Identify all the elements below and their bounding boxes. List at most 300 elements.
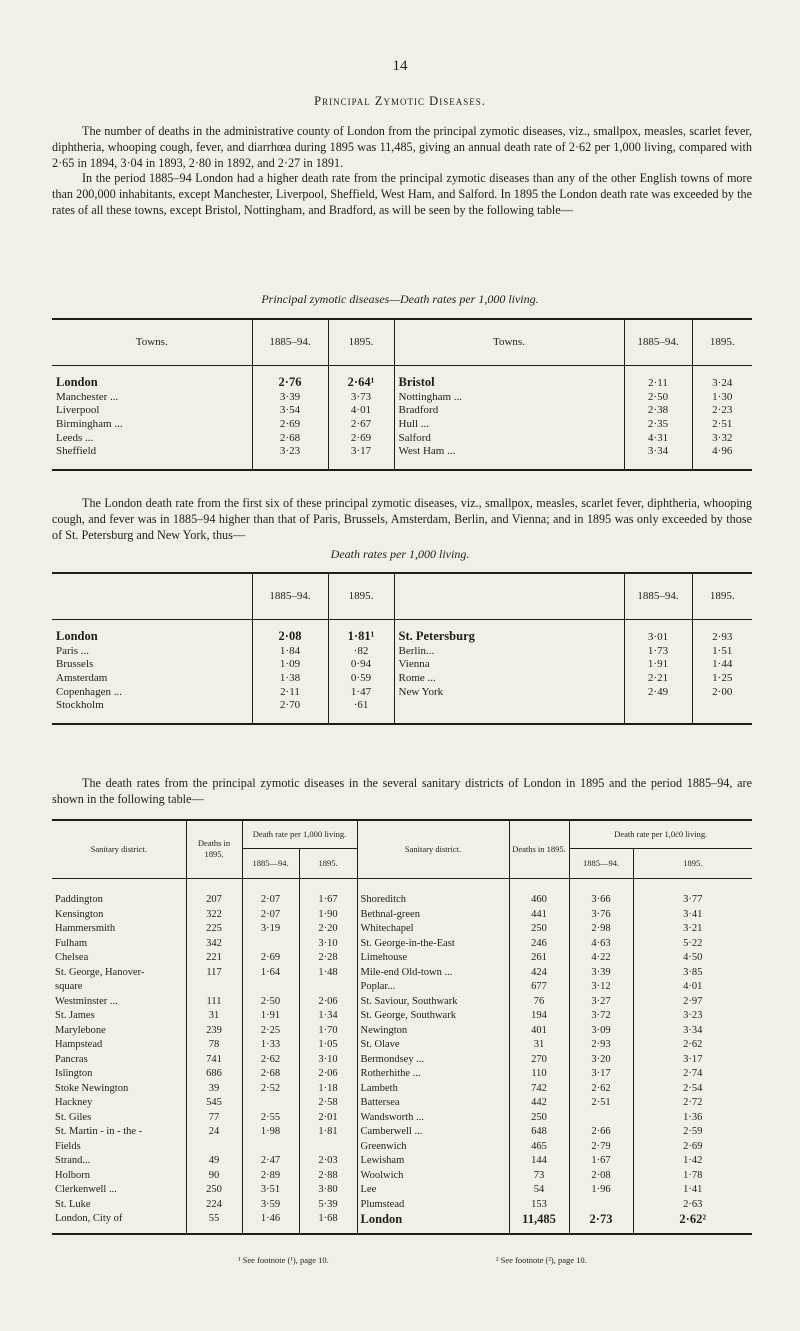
right-district-name: Newington bbox=[357, 1024, 509, 1039]
right-period-cell: 4·63 bbox=[569, 937, 633, 952]
table-row bbox=[52, 1053, 752, 1068]
left-name-cell: Stockholm bbox=[52, 698, 252, 712]
left-year-cell: 2·01 bbox=[299, 1111, 357, 1126]
left-period-cell: 2·70 bbox=[252, 698, 328, 712]
left-deaths-cell bbox=[186, 1140, 242, 1155]
lower-paragraph: The death rates from the principal zymotic diseases in the several sanitary districts of London in 1895 and the period 1885–94, are shown in the following table— bbox=[52, 776, 752, 806]
left-period-cell bbox=[242, 1140, 299, 1155]
right-year-cell: 3·85 bbox=[683, 966, 703, 978]
right-period-cell: 2·21 bbox=[624, 671, 692, 685]
right-period-cell: 3·17 bbox=[569, 1067, 633, 1082]
intro-paragraph-1: The number of deaths in the administrative county of London from the principal zymotic diseases, viz., smallpox, measles, scarlet fever, diphtheria, whooping cough, fever, and diarrhœa during 1895 was 11,485, giving an annual death rate of 2·62 per 1,000 living, compared with 2·65 in 1894, 3·04 in 1893, 2·80 in 1892, and 2·27 in 1891. bbox=[52, 124, 752, 170]
left-year-cell: 1·81 bbox=[299, 1125, 357, 1140]
middle-paragraph: The London death rate from the first six of these principal zymotic diseases, viz., smallpox, measles, scarlet fever, diphtheria, whooping cough, and fever was in 1885–94 higher than that of Paris, Brussels, Amsterdam, Berlin, and Vienna; and in 1895 was only exceeded by those of St. Petersburg and New York, thus— bbox=[52, 496, 752, 542]
table-row bbox=[52, 1082, 752, 1097]
right-period-cell: 4·31 bbox=[624, 431, 692, 445]
left-name-cell: Manchester ... bbox=[52, 390, 252, 404]
left-period-cell: 3·23 bbox=[252, 444, 328, 458]
cities-table bbox=[52, 572, 752, 725]
table-row bbox=[52, 444, 752, 458]
right-district-name: St. George-in-the-East bbox=[357, 937, 509, 952]
rate-header-right: Death rate per 1,0ċ0 living. bbox=[569, 820, 752, 848]
right-district-name: St. Olave bbox=[357, 1038, 509, 1053]
left-district-name: St. James bbox=[52, 1009, 186, 1024]
right-year-cell: 2·93 bbox=[712, 630, 733, 643]
left-year-cell: 3·10 bbox=[299, 1053, 357, 1068]
left-year-cell: 2·03 bbox=[299, 1154, 357, 1169]
left-name-cell: Copenhagen ... bbox=[52, 685, 252, 699]
right-period-cell: 3·39 bbox=[569, 966, 633, 981]
towns-header: Towns. bbox=[52, 319, 252, 365]
page-number: 14 bbox=[392, 58, 408, 74]
year-header-right: 1895. bbox=[692, 319, 752, 365]
left-district-name: St. Luke bbox=[52, 1198, 186, 1213]
right-year-cell: 2·69 bbox=[683, 1140, 703, 1152]
left-deaths-cell: 239 bbox=[186, 1024, 242, 1039]
left-year-cell: 2·06 bbox=[299, 1067, 357, 1082]
left-district-name: Hackney bbox=[52, 1096, 186, 1111]
left-deaths-cell: 221 bbox=[186, 951, 242, 966]
right-year-cell: 3·34 bbox=[683, 1024, 703, 1036]
right-district-name: Lambeth bbox=[357, 1082, 509, 1097]
right-name-cell: Bristol bbox=[394, 375, 624, 390]
right-deaths-cell: 742 bbox=[509, 1082, 569, 1097]
left-district-name: London, City of bbox=[52, 1212, 186, 1227]
left-district-name: Stoke Newington bbox=[52, 1082, 186, 1097]
right-period-cell: 3·34 bbox=[624, 444, 692, 458]
right-district-name: Plumstead bbox=[357, 1198, 509, 1213]
left-year-cell: 1·47 bbox=[328, 685, 394, 699]
right-period-cell: 3·66 bbox=[569, 893, 633, 908]
intro-paragraph-2: In the period 1885–94 London had a higher death rate from the principal zymotic diseases than any of the other English towns of more than 200,000 inhabitants, except Manchester, Liverpool, Sheffield, West Ham, and Salford. In 1895 the London death rate was exceeded by the rates of all these towns, except Bristol, Nottingham, and Bradford, as will be seen by the following table— bbox=[52, 171, 752, 217]
right-deaths-cell: 270 bbox=[509, 1053, 569, 1068]
right-year-cell: 2·97 bbox=[683, 995, 703, 1007]
left-district-name: Hammersmith bbox=[52, 922, 186, 937]
left-period-cell: 3·51 bbox=[242, 1183, 299, 1198]
left-year-cell: 2·69 bbox=[328, 431, 394, 445]
left-period-cell: 3·39 bbox=[252, 390, 328, 404]
left-year-cell: 1·70 bbox=[299, 1024, 357, 1039]
right-period-cell: 2·35 bbox=[624, 417, 692, 431]
left-district-name: St. George, Hanover- bbox=[52, 966, 186, 981]
left-year-cell: 3·80 bbox=[299, 1183, 357, 1198]
right-period-cell: 3·09 bbox=[569, 1024, 633, 1039]
right-year-cell: 2·00 bbox=[712, 685, 733, 698]
right-period-cell bbox=[569, 1198, 633, 1213]
table-row bbox=[52, 966, 752, 981]
left-name-cell: Leeds ... bbox=[52, 431, 252, 445]
table-row bbox=[52, 1140, 752, 1155]
right-district-name: Wandsworth ... bbox=[357, 1111, 509, 1126]
left-deaths-cell: 24 bbox=[186, 1125, 242, 1140]
right-year-cell: 4·50 bbox=[683, 952, 703, 963]
table-row bbox=[52, 404, 752, 418]
right-period-cell: 2·73 bbox=[569, 1212, 633, 1227]
left-period-cell bbox=[242, 1096, 299, 1111]
left-year-cell bbox=[299, 980, 357, 995]
right-district-name: Camberwell ... bbox=[357, 1125, 509, 1140]
left-period-cell: 1·38 bbox=[252, 671, 328, 685]
table-row bbox=[52, 1212, 752, 1227]
right-deaths-cell: 250 bbox=[509, 1111, 569, 1126]
left-deaths-cell: 55 bbox=[186, 1212, 242, 1227]
districts-table bbox=[52, 819, 752, 1235]
left-name-cell: London bbox=[52, 629, 252, 644]
district-period-header: 1885—94. bbox=[242, 848, 299, 878]
left-period-cell: 3·19 bbox=[242, 922, 299, 937]
right-deaths-cell: 54 bbox=[509, 1183, 569, 1198]
right-name-cell: Rome ... bbox=[394, 671, 624, 685]
right-period-cell: 3·76 bbox=[569, 908, 633, 923]
cities-blank-header bbox=[52, 573, 252, 619]
left-year-cell: 1·34 bbox=[299, 1009, 357, 1024]
left-year-cell: 2·06 bbox=[299, 995, 357, 1010]
right-year-cell: 2·51 bbox=[712, 417, 733, 430]
right-district-name: Rotherhithe ... bbox=[357, 1067, 509, 1082]
right-district-name: Bethnal-green bbox=[357, 908, 509, 923]
left-district-name: Westminster ... bbox=[52, 995, 186, 1010]
right-deaths-cell: 31 bbox=[509, 1038, 569, 1053]
right-deaths-cell: 424 bbox=[509, 966, 569, 981]
right-deaths-cell: 11,485 bbox=[509, 1212, 569, 1227]
left-year-cell: 2·64¹ bbox=[328, 375, 394, 390]
footnote-1: ¹ See footnote (¹), page 10. bbox=[238, 1255, 329, 1265]
district-header: Sanitary district. bbox=[52, 820, 186, 878]
right-period-cell: 2·93 bbox=[569, 1038, 633, 1053]
table-row bbox=[52, 671, 752, 685]
right-period-cell: 2·51 bbox=[569, 1096, 633, 1111]
left-deaths-cell: 250 bbox=[186, 1183, 242, 1198]
left-year-cell bbox=[299, 1140, 357, 1155]
table-row bbox=[52, 431, 752, 445]
left-district-name: Pancras bbox=[52, 1053, 186, 1068]
right-district-name: St. Saviour, Southwark bbox=[357, 995, 509, 1010]
right-period-cell: 2·08 bbox=[569, 1169, 633, 1184]
right-district-name: Shoreditch bbox=[357, 893, 509, 908]
left-year-cell: 5·39 bbox=[299, 1198, 357, 1213]
right-period-cell: 3·72 bbox=[569, 1009, 633, 1024]
left-name-cell: Brussels bbox=[52, 658, 252, 672]
left-district-name: Islington bbox=[52, 1067, 186, 1082]
table-row bbox=[52, 1038, 752, 1053]
left-period-cell: 2·50 bbox=[242, 995, 299, 1010]
right-period-cell: 2·50 bbox=[624, 390, 692, 404]
right-year-cell: 1·41 bbox=[683, 1184, 703, 1195]
left-district-name: Strand... bbox=[52, 1154, 186, 1169]
right-year-cell: 2·23 bbox=[712, 404, 733, 417]
left-deaths-cell: 225 bbox=[186, 922, 242, 937]
left-year-cell: 2·88 bbox=[299, 1169, 357, 1184]
right-year-cell: 4·01 bbox=[683, 981, 703, 992]
right-deaths-cell: 73 bbox=[509, 1169, 569, 1184]
right-period-cell: 2·79 bbox=[569, 1140, 633, 1155]
right-district-name: Lee bbox=[357, 1183, 509, 1198]
left-name-cell: Sheffield bbox=[52, 444, 252, 458]
right-year-cell: 3·17 bbox=[683, 1053, 703, 1065]
right-deaths-cell: 460 bbox=[509, 893, 569, 908]
table-row bbox=[52, 1183, 752, 1198]
right-year-cell: 2·62² bbox=[679, 1212, 707, 1226]
right-period-cell: 3·20 bbox=[569, 1053, 633, 1068]
table-row bbox=[52, 980, 752, 995]
left-district-name: St. Martin - in - the - bbox=[52, 1125, 186, 1140]
right-deaths-cell: 144 bbox=[509, 1154, 569, 1169]
left-district-name: Kensington bbox=[52, 908, 186, 923]
table-row bbox=[52, 698, 752, 712]
left-year-cell: 2·28 bbox=[299, 951, 357, 966]
left-district-name: Chelsea bbox=[52, 951, 186, 966]
left-period-cell: 1·84 bbox=[252, 644, 328, 658]
left-period-cell: 1·91 bbox=[242, 1009, 299, 1024]
left-name-cell: Birmingham ... bbox=[52, 417, 252, 431]
left-year-cell: 3·10 bbox=[299, 937, 357, 952]
right-name-cell: St. Petersburg bbox=[394, 629, 624, 644]
right-district-name: Mile-end Old-town ... bbox=[357, 966, 509, 981]
right-district-name: London bbox=[357, 1212, 509, 1227]
table-row bbox=[52, 908, 752, 923]
left-deaths-cell: 49 bbox=[186, 1154, 242, 1169]
left-year-cell: 1·67 bbox=[299, 893, 357, 908]
left-deaths-cell: 31 bbox=[186, 1009, 242, 1024]
right-name-cell: New York bbox=[394, 685, 624, 699]
left-year-cell: 1·05 bbox=[299, 1038, 357, 1053]
left-period-cell: 2·68 bbox=[242, 1067, 299, 1082]
right-deaths-cell: 246 bbox=[509, 937, 569, 952]
left-period-cell: 2·47 bbox=[242, 1154, 299, 1169]
section-heading: Principal Zymotic Diseases. bbox=[314, 94, 486, 108]
right-year-cell: 1·42 bbox=[683, 1155, 703, 1166]
right-deaths-cell: 648 bbox=[509, 1125, 569, 1140]
left-period-cell: 2·11 bbox=[252, 685, 328, 699]
right-district-name: Limehouse bbox=[357, 951, 509, 966]
table-row bbox=[52, 1198, 752, 1213]
left-district-name: Hampstead bbox=[52, 1038, 186, 1053]
right-period-cell: 3·12 bbox=[569, 980, 633, 995]
table-row bbox=[52, 922, 752, 937]
left-deaths-cell: 224 bbox=[186, 1198, 242, 1213]
left-period-cell: 2·07 bbox=[242, 908, 299, 923]
left-period-cell: 2·07 bbox=[242, 893, 299, 908]
right-name-cell: Hull ... bbox=[394, 417, 624, 431]
left-period-cell: 2·08 bbox=[252, 629, 328, 644]
left-year-cell: 0·59 bbox=[328, 671, 394, 685]
table-row bbox=[52, 951, 752, 966]
deaths-header-right: Deaths in 1895. bbox=[509, 820, 569, 878]
right-name-cell: Berlin... bbox=[394, 644, 624, 658]
right-deaths-cell: 401 bbox=[509, 1024, 569, 1039]
period-header: 1885–94. bbox=[252, 319, 328, 365]
right-district-name: Poplar... bbox=[357, 980, 509, 995]
left-deaths-cell: 77 bbox=[186, 1111, 242, 1126]
lower-text bbox=[52, 776, 752, 808]
right-period-cell: 4·22 bbox=[569, 951, 633, 966]
right-name-cell: Salford bbox=[394, 431, 624, 445]
right-year-cell: 2·74 bbox=[683, 1068, 703, 1079]
left-period-cell: 2·76 bbox=[252, 375, 328, 390]
left-deaths-cell: 545 bbox=[186, 1096, 242, 1111]
district-year-header-right: 1895. bbox=[633, 848, 752, 878]
right-period-cell: 2·62 bbox=[569, 1082, 633, 1097]
right-district-name: Whitechapel bbox=[357, 922, 509, 937]
left-district-name: Fields bbox=[52, 1140, 186, 1155]
right-year-cell: 1·25 bbox=[712, 671, 733, 684]
right-name-cell: Nottingham ... bbox=[394, 390, 624, 404]
left-year-cell: 1·48 bbox=[299, 966, 357, 981]
left-deaths-cell: 741 bbox=[186, 1053, 242, 1068]
left-period-cell: 3·54 bbox=[252, 404, 328, 418]
right-name-cell bbox=[394, 698, 624, 712]
left-deaths-cell: 90 bbox=[186, 1169, 242, 1184]
right-deaths-cell: 194 bbox=[509, 1009, 569, 1024]
period-header-right: 1885–94. bbox=[624, 319, 692, 365]
right-period-cell: 1·96 bbox=[569, 1183, 633, 1198]
left-district-name: St. Giles bbox=[52, 1111, 186, 1126]
right-name-cell: West Ham ... bbox=[394, 444, 624, 458]
table2-caption: Death rates per 1,000 living. bbox=[330, 547, 470, 561]
table-row bbox=[52, 375, 752, 390]
left-deaths-cell: 111 bbox=[186, 995, 242, 1010]
cities-year-header-right: 1895. bbox=[692, 573, 752, 619]
table-row bbox=[52, 417, 752, 431]
left-year-cell: 1·18 bbox=[299, 1082, 357, 1097]
left-period-cell: 2·69 bbox=[252, 417, 328, 431]
right-year-cell: 3·24 bbox=[712, 376, 733, 389]
left-year-cell: 0·94 bbox=[328, 658, 394, 672]
year-header: 1895. bbox=[328, 319, 394, 365]
left-period-cell: 2·55 bbox=[242, 1111, 299, 1126]
left-deaths-cell: 207 bbox=[186, 893, 242, 908]
left-year-cell: 2·58 bbox=[299, 1096, 357, 1111]
right-year-cell: 2·72 bbox=[683, 1097, 703, 1108]
right-year-cell: 1·30 bbox=[712, 390, 733, 403]
left-period-cell: 2·69 bbox=[242, 951, 299, 966]
right-period-cell: 2·49 bbox=[624, 685, 692, 699]
right-district-name: Battersea bbox=[357, 1096, 509, 1111]
right-period-cell: 2·11 bbox=[624, 375, 692, 390]
right-year-cell: 2·54 bbox=[683, 1082, 703, 1094]
table-row bbox=[52, 658, 752, 672]
right-year-cell: 2·62 bbox=[683, 1039, 703, 1050]
right-deaths-cell: 110 bbox=[509, 1067, 569, 1082]
towns-header-right: Towns. bbox=[394, 319, 624, 365]
right-period-cell: 2·66 bbox=[569, 1125, 633, 1140]
left-period-cell: 1·33 bbox=[242, 1038, 299, 1053]
cities-period-header: 1885–94. bbox=[252, 573, 328, 619]
right-period-cell: 2·38 bbox=[624, 404, 692, 418]
left-year-cell: 3·73 bbox=[328, 390, 394, 404]
table-row bbox=[52, 1111, 752, 1126]
left-district-name: square bbox=[52, 980, 186, 995]
left-year-cell: 2·20 bbox=[299, 922, 357, 937]
table-row bbox=[52, 1024, 752, 1039]
table-row bbox=[52, 893, 752, 908]
district-header-right: Sanitary district. bbox=[357, 820, 509, 878]
right-year-cell: 3·41 bbox=[683, 908, 703, 920]
right-period-cell bbox=[569, 1111, 633, 1126]
right-name-cell: Vienna bbox=[394, 658, 624, 672]
left-deaths-cell: 322 bbox=[186, 908, 242, 923]
footnote-2: ² See footnote (²), page 10. bbox=[496, 1255, 587, 1265]
right-year-cell: 1·36 bbox=[683, 1111, 703, 1123]
right-year-cell: 3·23 bbox=[683, 1010, 703, 1021]
right-deaths-cell: 153 bbox=[509, 1198, 569, 1213]
right-period-cell: 1·73 bbox=[624, 644, 692, 658]
left-district-name: Paddington bbox=[52, 893, 186, 908]
deaths-header: Deaths in 1895. bbox=[186, 820, 242, 878]
district-period-header-right: 1885—94. bbox=[569, 848, 633, 878]
left-deaths-cell: 686 bbox=[186, 1067, 242, 1082]
left-period-cell bbox=[242, 937, 299, 952]
cities-blank-header-right bbox=[394, 573, 624, 619]
table-row bbox=[52, 644, 752, 658]
table-row bbox=[52, 1096, 752, 1111]
left-year-cell: 2·67 bbox=[328, 417, 394, 431]
table-row bbox=[52, 685, 752, 699]
left-period-cell: 2·52 bbox=[242, 1082, 299, 1097]
left-deaths-cell: 39 bbox=[186, 1082, 242, 1097]
left-district-name: Clerkenwell ... bbox=[52, 1183, 186, 1198]
right-year-cell: 1·44 bbox=[712, 658, 733, 671]
right-year-cell: 4·96 bbox=[712, 445, 733, 458]
right-district-name: Woolwich bbox=[357, 1169, 509, 1184]
left-year-cell: 3·17 bbox=[328, 444, 394, 458]
left-period-cell: 2·68 bbox=[252, 431, 328, 445]
left-year-cell: 1·68 bbox=[299, 1212, 357, 1227]
table-row bbox=[52, 1154, 752, 1169]
table-row bbox=[52, 1125, 752, 1140]
left-name-cell: Amsterdam bbox=[52, 671, 252, 685]
right-deaths-cell: 76 bbox=[509, 995, 569, 1010]
right-district-name: Bermondsey ... bbox=[357, 1053, 509, 1068]
right-deaths-cell: 250 bbox=[509, 922, 569, 937]
table-row bbox=[52, 390, 752, 404]
left-district-name: Marylebone bbox=[52, 1024, 186, 1039]
left-period-cell: 3·59 bbox=[242, 1198, 299, 1213]
left-district-name: Holborn bbox=[52, 1169, 186, 1184]
table-row bbox=[52, 995, 752, 1010]
table-row bbox=[52, 1169, 752, 1184]
right-year-cell: 1·78 bbox=[683, 1169, 703, 1181]
right-deaths-cell: 261 bbox=[509, 951, 569, 966]
right-period-cell: 1·67 bbox=[569, 1154, 633, 1169]
right-period-cell: 1·91 bbox=[624, 658, 692, 672]
left-period-cell bbox=[242, 980, 299, 995]
intro-text bbox=[52, 124, 752, 219]
left-year-cell: 4·01 bbox=[328, 404, 394, 418]
right-year-cell: 3·77 bbox=[683, 894, 703, 905]
left-deaths-cell: 78 bbox=[186, 1038, 242, 1053]
right-period-cell bbox=[624, 698, 692, 712]
left-year-cell: ·61 bbox=[328, 698, 394, 712]
table-row bbox=[52, 1067, 752, 1082]
right-year-cell: 3·32 bbox=[712, 431, 733, 444]
right-deaths-cell: 442 bbox=[509, 1096, 569, 1111]
right-year-cell: 5·22 bbox=[683, 937, 703, 949]
right-deaths-cell: 677 bbox=[509, 980, 569, 995]
left-year-cell: 1·81¹ bbox=[328, 629, 394, 644]
left-period-cell: 1·46 bbox=[242, 1212, 299, 1227]
left-period-cell: 2·62 bbox=[242, 1053, 299, 1068]
table1-caption: Principal zymotic diseases—Death rates per 1,000 living. bbox=[261, 292, 539, 306]
left-year-cell: ·82 bbox=[328, 644, 394, 658]
left-period-cell: 2·25 bbox=[242, 1024, 299, 1039]
right-year-cell bbox=[692, 698, 752, 712]
right-year-cell: 2·63 bbox=[683, 1198, 703, 1210]
table-row bbox=[52, 1009, 752, 1024]
right-period-cell: 3·01 bbox=[624, 629, 692, 644]
cities-period-header-right: 1885–94. bbox=[624, 573, 692, 619]
left-period-cell: 1·09 bbox=[252, 658, 328, 672]
